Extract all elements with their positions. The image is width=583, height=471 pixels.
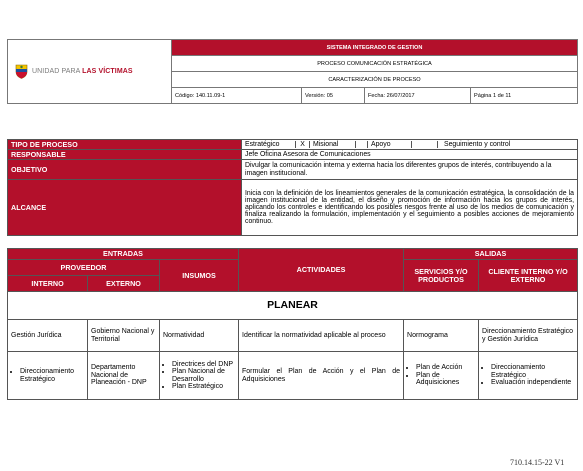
process-title: PROCESO COMUNICACIÓN ESTRATÉGICA bbox=[172, 56, 578, 72]
list-item: • Directrices del DNP bbox=[172, 361, 235, 368]
alcance-value: Inicia con la definición de los lineamientos generales de la comunicación estratégica, la consolidación de la imagen institucional de la entidad, el diseño y promoción de información hacia los grupos de interés, aplicando los controles e identificando los posibles riesgos frente al uso de los medios de comunicación y finaliza realizando la formulación, implementación y el seguimiento a posibles acciones de mejoramiento continuo. bbox=[242, 180, 578, 236]
row2-interno bbox=[8, 352, 88, 400]
interno-header: INTERNO bbox=[8, 276, 88, 292]
logo-text bbox=[32, 68, 133, 75]
logo-prefix: UNIDAD PARA bbox=[32, 68, 81, 75]
list-item: • Plan Nacional de Desarrollo bbox=[172, 368, 235, 383]
tipo-mark-apoyo bbox=[412, 141, 438, 148]
row1-cliente: Direccionamiento Estratégico y Gestión Jurídica bbox=[479, 320, 578, 352]
row1-insumos: Normatividad bbox=[160, 320, 239, 352]
list-item: • Plan Estratégico bbox=[172, 383, 235, 390]
list-item: • Direccionamiento Estratégico bbox=[20, 368, 84, 383]
row1-actividad: Identificar la normatividad aplicable al proceso bbox=[239, 320, 404, 352]
row1-externo: Gobierno Nacional y Territorial bbox=[88, 320, 160, 352]
proveedor-header: PROVEEDOR bbox=[8, 260, 160, 276]
salidas-header: SALIDAS bbox=[404, 249, 578, 260]
list-item: • Plan de Acción bbox=[416, 364, 475, 371]
doc-type: CARACTERIZACIÓN DE PROCESO bbox=[172, 72, 578, 88]
alcance-label: ALCANCE bbox=[8, 180, 242, 236]
tipo-options bbox=[242, 140, 578, 150]
insumos-header: INSUMOS bbox=[160, 260, 239, 292]
cliente-header: CLIENTE INTERNO Y/O EXTERNO bbox=[479, 260, 578, 292]
list-item: • Plan de Adquisiciones bbox=[416, 372, 475, 387]
colombia-seal-icon bbox=[15, 64, 28, 79]
row1-interno: Gestión Jurídica bbox=[8, 320, 88, 352]
page-number: Página 1 de 11 bbox=[471, 88, 578, 104]
tipo-opt-seguimiento: Seguimiento y control bbox=[444, 140, 511, 148]
doc-date: Fecha: 26/07/2017 bbox=[365, 88, 471, 104]
table-row bbox=[8, 352, 578, 400]
list-item: • Direccionamiento Estratégico bbox=[491, 364, 574, 379]
process-info-table bbox=[7, 139, 578, 236]
objetivo-value: Divulgar la comunicación interna y externa hacia los diferentes grupos de interés, contribuyendo a la imagen institucional. bbox=[242, 160, 578, 180]
document-header bbox=[7, 39, 578, 104]
tipo-mark-estrategico: X bbox=[296, 141, 310, 148]
tipo-opt-apoyo: Apoyo bbox=[368, 141, 412, 148]
logo-cell bbox=[8, 40, 172, 104]
process-table bbox=[7, 248, 578, 400]
row1-servicio: Normograma bbox=[404, 320, 479, 352]
stage-planear: PLANEAR bbox=[8, 292, 578, 320]
objetivo-label: OBJETIVO bbox=[8, 160, 242, 180]
entradas-header: ENTRADAS bbox=[8, 249, 239, 260]
tipo-opt-misional: Misional bbox=[310, 141, 356, 148]
logo-name: LAS VÍCTIMAS bbox=[82, 68, 133, 75]
row2-servicio bbox=[404, 352, 479, 400]
footer-code: 710.14.15-22 V1 bbox=[510, 458, 565, 467]
tipo-mark-misional bbox=[356, 141, 368, 148]
externo-header: EXTERNO bbox=[88, 276, 160, 292]
doc-version: Versión: 05 bbox=[302, 88, 365, 104]
responsable-value: Jefe Oficina Asesora de Comunicaciones bbox=[242, 150, 578, 160]
servicios-header: SERVICIOS Y/O PRODUCTOS bbox=[404, 260, 479, 292]
row2-actividad: Formular el Plan de Acción y el Plan de Adquisiciones bbox=[239, 352, 404, 400]
list-item: • Evaluación independiente bbox=[491, 379, 574, 386]
responsable-label: RESPONSABLE bbox=[8, 150, 242, 160]
tipo-label: TIPO DE PROCESO bbox=[8, 140, 242, 150]
row2-cliente bbox=[479, 352, 578, 400]
row2-insumos bbox=[160, 352, 239, 400]
table-row bbox=[8, 320, 578, 352]
row2-externo: Departamento Nacional de Planeación - DNP bbox=[88, 352, 160, 400]
actividades-header: ACTIVIDADES bbox=[239, 249, 404, 292]
doc-code: Código: 140.11.09-1 bbox=[172, 88, 302, 104]
system-title: SISTEMA INTEGRADO DE GESTION bbox=[172, 40, 578, 56]
tipo-opt-estrategico: Estratégico bbox=[242, 141, 296, 148]
